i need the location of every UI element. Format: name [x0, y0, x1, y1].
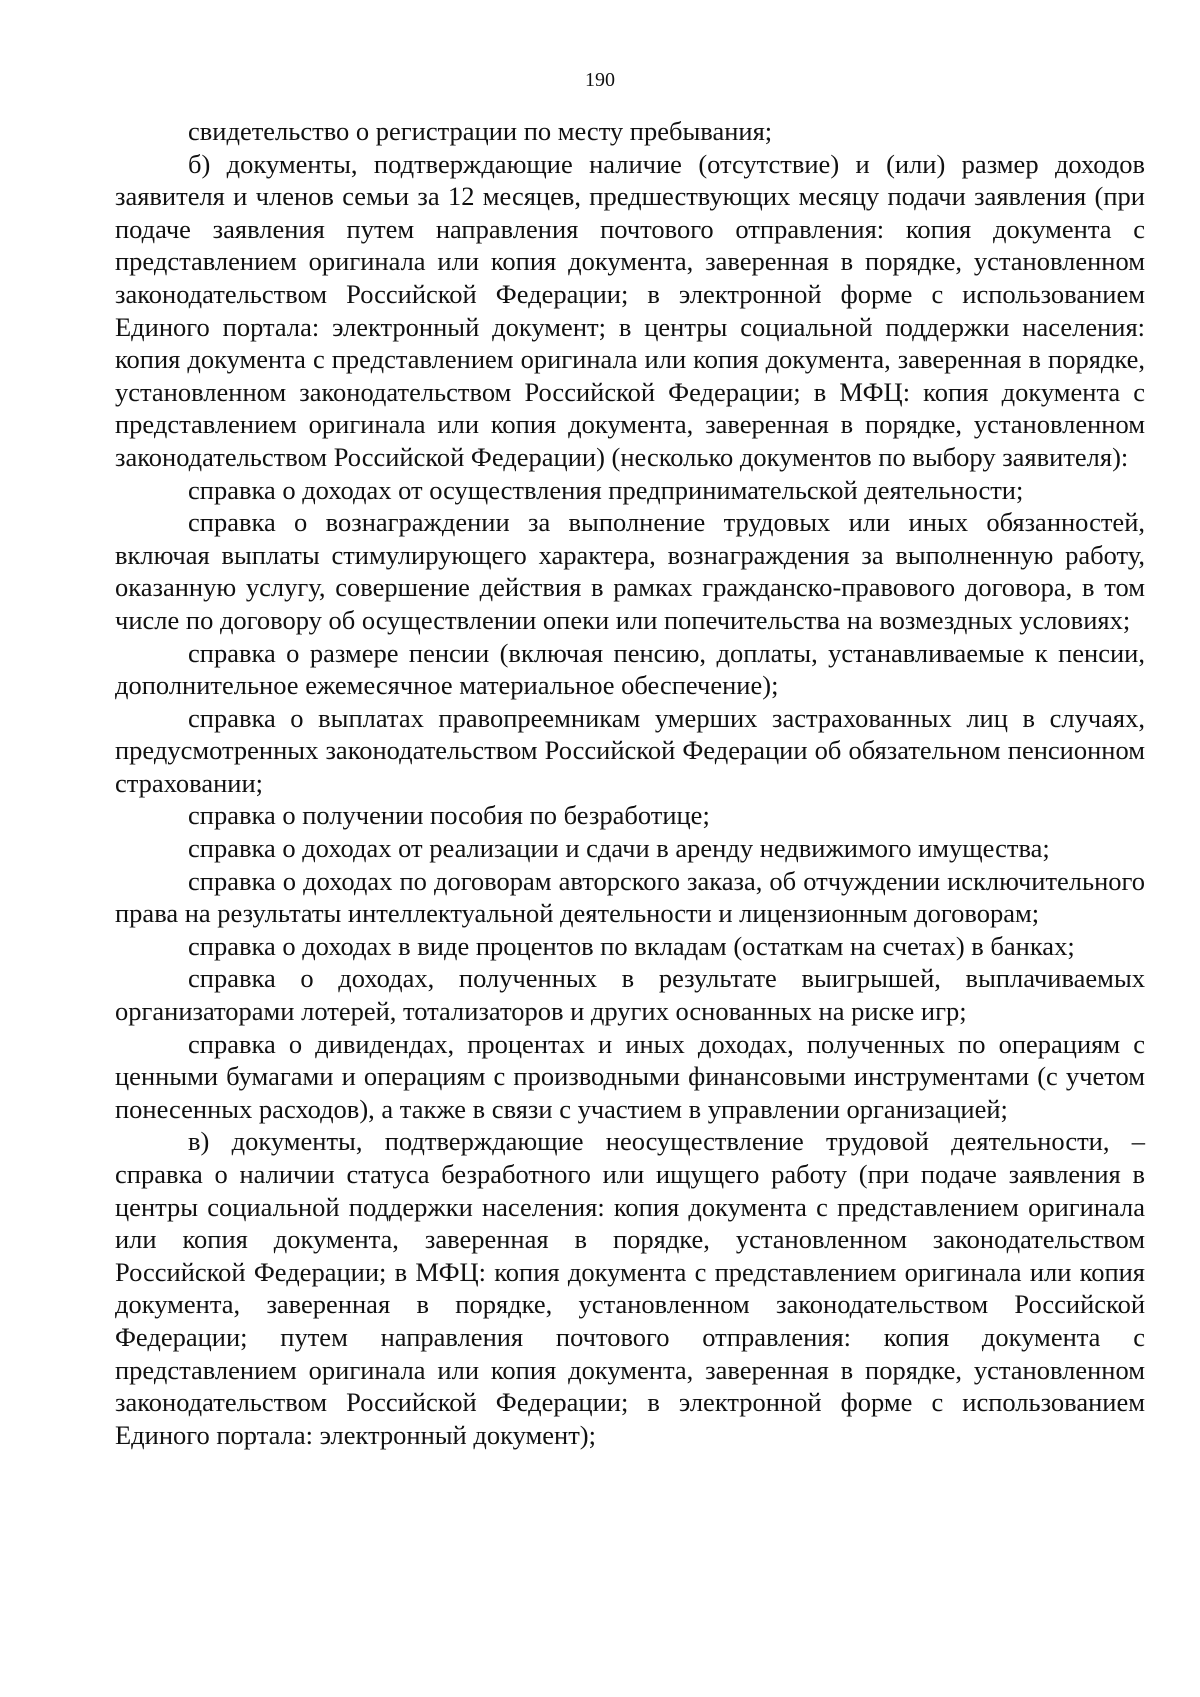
page-number: 190	[585, 69, 615, 91]
paragraph: справка о получении пособия по безработице;	[188, 800, 710, 831]
paragraph: в) документы, подтверждающие неосуществление трудовой деятельности, – справка о наличии статуса безработного или ищущего работу (при подаче заявления в центры социальной поддержки населения: копия документа с представлением оригинала или копия документа, заверенная в порядке, установленном законодательством Российской Федерации; в МФЦ: копия документа с представлением оригинала или копия документа, заверенная в порядке, установленном законодательством Российской Федерации; путем направления почтового отправления: копия документа с представлением оригинала или копия документа, заверенная в порядке, установленном законодательством Российской Федерации; в электронной форме с использованием Единого портала: электронный документ);	[115, 1126, 1145, 1450]
paragraph: б) документы, подтверждающие наличие (отсутствие) и (или) размер доходов заявителя и членов семьи за 12 месяцев, предшествующих месяцу подачи заявления (при подаче заявления путем направления почтового отправления: копия документа с представлением оригинала или копия документа, заверенная в порядке, установленном законодательством Российской Федерации; в электронной форме с использованием Единого портала: электронный документ; в центры социальной поддержки населения: копия документа с представлением оригинала или копия документа, заверенная в порядке, установленном законодательством Российской Федерации; в МФЦ: копия документа с представлением оригинала или копия документа, заверенная в порядке, установленном законодательством Российской Федерации) (несколько документов по выбору заявителя):	[115, 148, 1145, 472]
paragraph: справка о выплатах правопреемникам умерших застрахованных лиц в случаях, предусмотренных законодательством Российской Федерации об обязательном пенсионном страховании;	[115, 702, 1145, 798]
paragraph: справка о доходах, полученных в результате выигрышей, выплачиваемых организаторами лотерей, тотализаторов и других основанных на риске игр;	[115, 963, 1145, 1027]
paragraph: справка о доходах в виде процентов по вкладам (остаткам на счетах) в банках;	[188, 930, 1075, 961]
paragraph: свидетельство о регистрации по месту пребывания;	[188, 116, 773, 146]
paragraph: справка о доходах от осуществления предпринимательской деятельности;	[188, 474, 1024, 505]
paragraph: справка о дивидендах, процентах и иных доходах, полученных по операциям с ценными бумагами и операциям с производными финансовыми инструментами (с учетом понесенных расходов), а также в связи с участием в управлении организацией;	[115, 1028, 1145, 1124]
paragraph: справка о доходах по договорам авторского заказа, об отчуждении исключительного права на результаты интеллектуальной деятельности и лицензионным договорам;	[115, 865, 1145, 929]
document-body	[115, 115, 1145, 1451]
paragraph: справка о размере пенсии (включая пенсию, доплаты, устанавливаемые к пенсии, дополнительное ежемесячное материальное обеспечение);	[115, 637, 1145, 701]
paragraph: справка о вознаграждении за выполнение трудовых или иных обязанностей, включая выплаты стимулирующего характера, вознаграждения за выполненную работу, оказанную услугу, совершение действия в рамках гражданско-правового договора, в том числе по договору об осуществлении опеки или попечительства на возмездных условиях;	[115, 507, 1145, 635]
paragraph: справка о доходах от реализации и сдачи в аренду недвижимого имущества;	[188, 833, 1050, 864]
